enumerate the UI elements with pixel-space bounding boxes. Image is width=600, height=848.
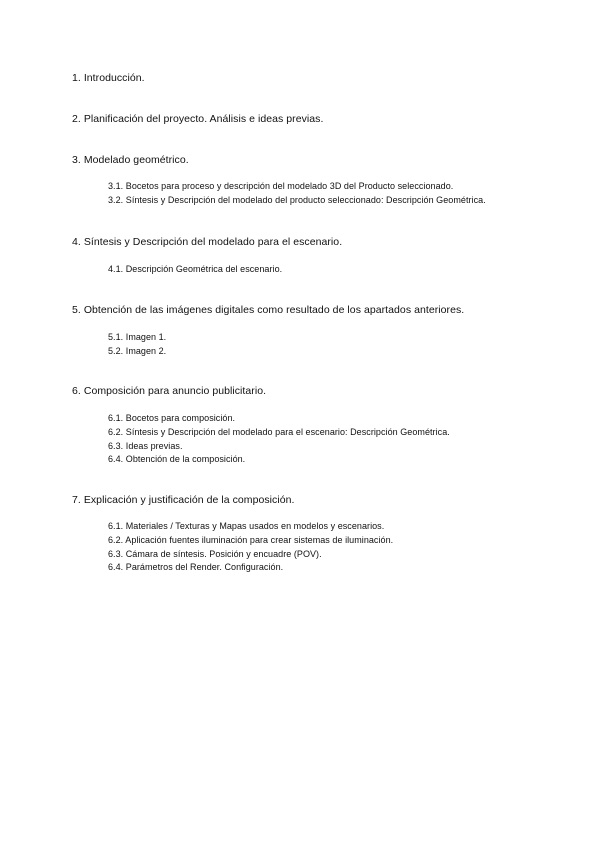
toc-subitem-5-2: 5.2. Imagen 2.: [108, 346, 167, 356]
toc-subitem-7-4: 6.4. Parámetros del Render. Configuración.: [108, 562, 284, 572]
toc-section-2: 2. Planificación del proyecto. Análisis e ideas previas.: [72, 113, 324, 125]
toc-subitem-5-1: 5.1. Imagen 1.: [108, 332, 167, 342]
toc-subitem-7-1: 6.1. Materiales / Texturas y Mapas usados en modelos y escenarios.: [108, 521, 385, 531]
toc-subitem-3-1: 3.1. Bocetos para proceso y descripción del modelado 3D del Producto seleccionado.: [108, 181, 454, 191]
toc-subitem-7-3: 6.3. Cámara de síntesis. Posición y encuadre (POV).: [108, 549, 322, 559]
toc-section-1: 1. Introducción.: [72, 72, 145, 84]
toc-section-4: 4. Síntesis y Descripción del modelado para el escenario.: [72, 236, 343, 248]
toc-subitem-6-2: 6.2. Síntesis y Descripción del modelado para el escenario: Descripción Geométrica.: [108, 427, 450, 437]
toc-subitem-6-1: 6.1. Bocetos para composición.: [108, 413, 236, 423]
toc-section-7: 7. Explicación y justificación de la composición.: [72, 494, 295, 506]
toc-section-5: 5. Obtención de las imágenes digitales como resultado de los apartados anteriores.: [72, 304, 465, 316]
toc-section-3: 3. Modelado geométrico.: [72, 154, 189, 166]
toc-subitem-3-2: 3.2. Síntesis y Descripción del modelado del producto seleccionado: Descripción Geométrica.: [108, 195, 486, 205]
toc-subitem-6-3: 6.3. Ideas previas.: [108, 441, 183, 451]
toc-subitem-7-2: 6.2. Aplicación fuentes iluminación para crear sistemas de iluminación.: [108, 535, 394, 545]
toc-subitem-6-4: 6.4. Obtención de la composición.: [108, 454, 246, 464]
toc-section-6: 6. Composición para anuncio publicitario.: [72, 385, 267, 397]
toc-subitem-4-1: 4.1. Descripción Geométrica del escenario.: [108, 264, 283, 274]
